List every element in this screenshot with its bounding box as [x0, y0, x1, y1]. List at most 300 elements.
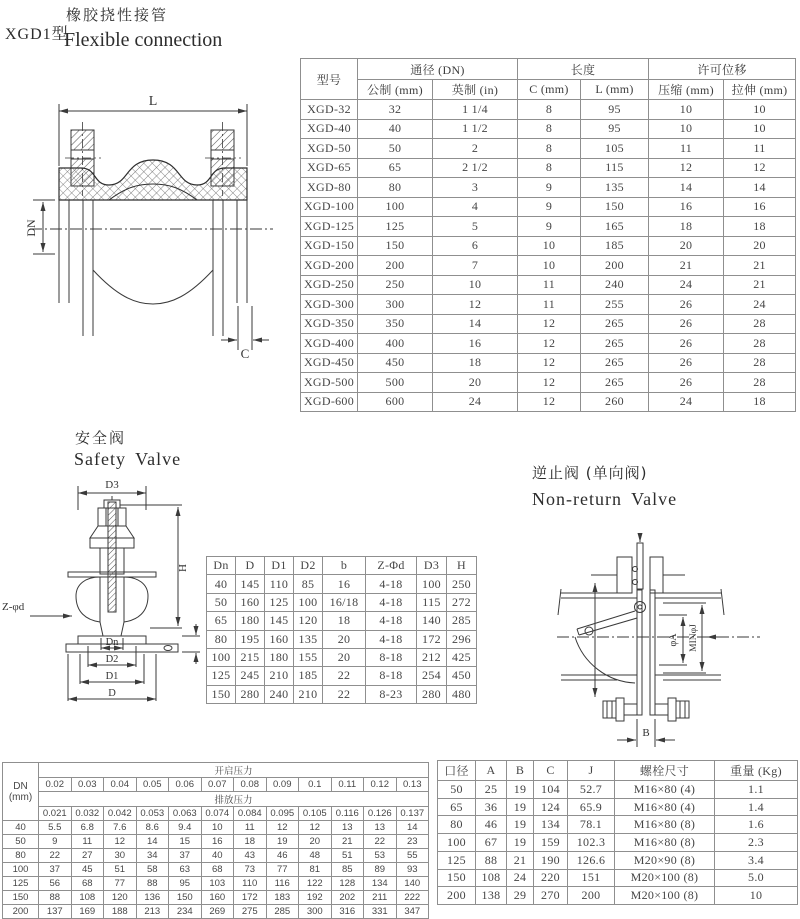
table-cell: 24 [507, 869, 534, 887]
table-subheader-row [301, 80, 796, 100]
table-row [301, 353, 796, 373]
table-cell: 200 [3, 905, 39, 919]
table-cell: 93 [396, 863, 429, 877]
table-cell: 5.5 [39, 821, 72, 835]
table-cell: 14 [649, 178, 724, 198]
valve-structure [557, 533, 760, 721]
table-cell: 269 [201, 905, 234, 919]
table-row [438, 816, 798, 834]
table-cell: 重量 (Kg) [715, 761, 798, 781]
table-cell: 100 [294, 593, 323, 611]
table-cell: 145 [265, 612, 294, 630]
table-cell: 265 [581, 373, 649, 393]
table-cell: 6.8 [71, 821, 104, 835]
table-cell: 331 [364, 905, 397, 919]
table-cell: 213 [136, 905, 169, 919]
flexible-connection-table [300, 58, 796, 412]
table-cell: M16×80 (8) [615, 816, 715, 834]
dim-label-d2: D2 [105, 654, 119, 665]
table-cell: XGD-200 [301, 256, 358, 276]
table-cell: 65 [358, 158, 433, 178]
table-cell: 56 [39, 877, 72, 891]
table-cell: 8-18 [366, 648, 417, 666]
table-cell: M16×80 (4) [615, 780, 715, 798]
table-cell: 185 [294, 667, 323, 685]
table-row [3, 849, 429, 863]
table-cell: 37 [169, 849, 202, 863]
table-row [301, 197, 796, 217]
col-header-dn [3, 763, 39, 821]
table-cell: 8 [518, 100, 581, 120]
table-cell: 11 [724, 139, 796, 159]
table-cell: 169 [71, 905, 104, 919]
table-cell: 22 [364, 835, 397, 849]
table-cell: 250 [447, 575, 477, 593]
table-cell: M20×100 (8) [615, 887, 715, 905]
table-cell: 50 [3, 835, 39, 849]
table-cell: 285 [266, 905, 299, 919]
table-cell: 190 [534, 851, 568, 869]
table-cell: 12 [433, 295, 518, 315]
table-cell: 4-18 [366, 593, 417, 611]
table-cell: XGD-125 [301, 217, 358, 237]
table-cell: 9 [518, 197, 581, 217]
table-cell: M20×90 (8) [615, 851, 715, 869]
table-cell: 26 [649, 334, 724, 354]
table-cell: 265 [581, 334, 649, 354]
table-cell: D [236, 557, 265, 575]
valve-body [66, 496, 178, 652]
table-cell: 400 [358, 334, 433, 354]
table-cell: 120 [294, 612, 323, 630]
col-header-l: L (mm) [581, 80, 649, 100]
table-cell: 24 [649, 392, 724, 412]
table-cell: 95 [581, 100, 649, 120]
table-header-row [301, 59, 796, 80]
table-cell: 88 [39, 891, 72, 905]
table-cell: 12 [299, 821, 332, 835]
table-cell: 172 [234, 891, 267, 905]
table-cell: 136 [136, 891, 169, 905]
table-cell: 265 [581, 314, 649, 334]
table-cell: 口径 [438, 761, 476, 781]
table-cell: 11 [71, 835, 104, 849]
table-cell: 151 [568, 869, 615, 887]
table-cell: 8 [518, 158, 581, 178]
table-cell: 192 [299, 891, 332, 905]
table-cell: 40 [207, 575, 236, 593]
table-cell: 300 [358, 295, 433, 315]
table-cell: 115 [417, 593, 447, 611]
table-row [301, 295, 796, 315]
col-group-length: 长度 [518, 59, 649, 80]
table-cell: 100 [417, 575, 447, 593]
table-cell: 425 [447, 648, 477, 666]
table-cell: 183 [266, 891, 299, 905]
table-cell: 50 [438, 780, 476, 798]
table-row [3, 821, 429, 835]
table-cell: XGD-300 [301, 295, 358, 315]
table-cell: 122 [299, 877, 332, 891]
table-cell: 55 [396, 849, 429, 863]
flexible-connection-drawing [25, 78, 300, 408]
table-cell: 88 [136, 877, 169, 891]
table-cell: 0.09 [266, 778, 299, 792]
table-cell: 150 [169, 891, 202, 905]
table-cell: 200 [568, 887, 615, 905]
dim-label-b: B [642, 727, 650, 739]
table-cell: 21 [331, 835, 364, 849]
table-cell: 12 [724, 158, 796, 178]
table-cell: 4-18 [366, 575, 417, 593]
table-cell: 77 [266, 863, 299, 877]
table-row [301, 314, 796, 334]
table-cell: XGD-400 [301, 334, 358, 354]
table-cell: 89 [364, 863, 397, 877]
table-cell: 9 [518, 178, 581, 198]
table-cell: 1.4 [715, 798, 798, 816]
table-row [438, 834, 798, 852]
table-row [207, 575, 477, 593]
table-cell: 81 [299, 863, 332, 877]
table-cell: 140 [417, 612, 447, 630]
table-cell: 275 [234, 905, 267, 919]
table-cell: 150 [3, 891, 39, 905]
table-cell: 0.13 [396, 778, 429, 792]
table-cell: 150 [358, 236, 433, 256]
table-row [207, 685, 477, 703]
table-cell: 13 [331, 821, 364, 835]
table-cell: 4 [433, 197, 518, 217]
table-cell: 110 [234, 877, 267, 891]
table-cell: XGD-100 [301, 197, 358, 217]
table-cell: 40 [3, 821, 39, 835]
table-cell: 20 [649, 236, 724, 256]
table-cell: 125 [3, 877, 39, 891]
table-header-row [438, 761, 798, 781]
opening-pressure-label: 开启压力 [39, 763, 429, 778]
table-cell: 37 [39, 863, 72, 877]
nonreturn-valve-title-english: Non-return Valve [532, 489, 678, 509]
table-cell: 3 [433, 178, 518, 198]
table-cell: 100 [3, 863, 39, 877]
table-cell: 68 [71, 877, 104, 891]
table-cell: 2.3 [715, 834, 798, 852]
table-cell: 19 [507, 816, 534, 834]
dimension-h [120, 505, 182, 628]
table-cell: 19 [507, 834, 534, 852]
col-group-dn: 通径 (DN) [358, 59, 518, 80]
table-cell: 100 [207, 648, 236, 666]
table-cell: 73 [234, 863, 267, 877]
table-cell: 316 [331, 905, 364, 919]
table-cell: 350 [358, 314, 433, 334]
table-cell: 40 [201, 849, 234, 863]
table-cell: 160 [265, 630, 294, 648]
table-cell: 347 [396, 905, 429, 919]
table-cell: 125 [358, 217, 433, 237]
page-title-english: Flexible connection [64, 29, 223, 51]
table-cell: 26 [649, 314, 724, 334]
table-cell: 103 [201, 877, 234, 891]
dn-unit: (mm) [8, 791, 33, 803]
table-cell: 30 [104, 849, 137, 863]
table-cell: 250 [358, 275, 433, 295]
table-cell: XGD-65 [301, 158, 358, 178]
table-cell: 65 [207, 612, 236, 630]
table-cell: 29 [507, 887, 534, 905]
table-cell: 1.6 [715, 816, 798, 834]
table-cell: 0.08 [234, 778, 267, 792]
col-group-displacement: 许可位移 [649, 59, 796, 80]
table-cell: A [476, 761, 507, 781]
table-cell: 10 [518, 236, 581, 256]
table-cell: 16 [649, 197, 724, 217]
table-cell: 296 [447, 630, 477, 648]
table-row [301, 236, 796, 256]
table-row [438, 798, 798, 816]
table-cell: 34 [136, 849, 169, 863]
table-cell: XGD-40 [301, 119, 358, 139]
table-cell: 52.7 [568, 780, 615, 798]
table-cell: 108 [71, 891, 104, 905]
table-row [3, 863, 429, 877]
table-cell: 11 [518, 275, 581, 295]
table-row [301, 373, 796, 393]
table-cell: 6 [433, 236, 518, 256]
table-cell: 24 [724, 295, 796, 315]
table-cell: 46 [476, 816, 507, 834]
table-cell: 0.03 [71, 778, 104, 792]
table-cell: 165 [581, 217, 649, 237]
table-cell: 272 [447, 593, 477, 611]
safety-valve-table [206, 556, 477, 704]
table-cell: 0.042 [104, 807, 137, 821]
table-row [207, 630, 477, 648]
table-cell: 18 [323, 612, 366, 630]
table-row [3, 877, 429, 891]
table-cell: 0.02 [39, 778, 72, 792]
table-cell: 80 [438, 816, 476, 834]
table-cell: Dn [207, 557, 236, 575]
table-cell: 95 [581, 119, 649, 139]
table-cell: 280 [417, 685, 447, 703]
table-cell: 16 [724, 197, 796, 217]
table-cell: 9 [39, 835, 72, 849]
table-cell: 21 [724, 275, 796, 295]
table-cell: 12 [518, 314, 581, 334]
col-header-c: C (mm) [518, 80, 581, 100]
table-cell: 26 [649, 373, 724, 393]
table-cell: D2 [294, 557, 323, 575]
table-cell: 5 [433, 217, 518, 237]
table-row [301, 119, 796, 139]
table-cell: 10 [201, 821, 234, 835]
table-row [3, 835, 429, 849]
table-row [3, 807, 429, 821]
table-cell: 16 [433, 334, 518, 354]
table-cell: J [568, 761, 615, 781]
table-cell: 7 [433, 256, 518, 276]
table-cell: 116 [266, 877, 299, 891]
nonreturn-valve-table [437, 760, 798, 905]
table-cell: 40 [358, 119, 433, 139]
table-cell: 0.032 [71, 807, 104, 821]
table-cell: 160 [201, 891, 234, 905]
table-cell: 18 [724, 217, 796, 237]
table-cell: 20 [433, 373, 518, 393]
table-cell: H [447, 557, 477, 575]
table-row [207, 612, 477, 630]
table-cell: 0.12 [364, 778, 397, 792]
table-cell: 0.116 [331, 807, 364, 821]
table-row [301, 334, 796, 354]
table-cell: 0.06 [169, 778, 202, 792]
table-row [438, 780, 798, 798]
table-cell: 210 [294, 685, 323, 703]
col-header-stretch: 拉伸 (mm) [724, 80, 796, 100]
table-cell: 10 [649, 100, 724, 120]
table-cell: 26 [649, 295, 724, 315]
table-cell: 24 [649, 275, 724, 295]
table-cell: 0.105 [299, 807, 332, 821]
table-cell: 14 [136, 835, 169, 849]
table-cell: 48 [299, 849, 332, 863]
table-cell: 10 [724, 100, 796, 120]
table-cell: 8.6 [136, 821, 169, 835]
table-cell: 9.4 [169, 821, 202, 835]
table-cell: 210 [265, 667, 294, 685]
table-cell: 270 [534, 887, 568, 905]
table-cell: 0.053 [136, 807, 169, 821]
table-cell: 0.021 [39, 807, 72, 821]
table-cell: 1.1 [715, 780, 798, 798]
table-cell: 600 [358, 392, 433, 412]
table-cell: 120 [104, 891, 137, 905]
table-cell: M16×80 (8) [615, 834, 715, 852]
table-cell: 12 [649, 158, 724, 178]
table-cell: 137 [39, 905, 72, 919]
table-cell: 21 [649, 256, 724, 276]
table-cell: 126.6 [568, 851, 615, 869]
table-cell: 9 [518, 217, 581, 237]
table-cell: 0.137 [396, 807, 429, 821]
table-cell: 19 [266, 835, 299, 849]
table-cell: 104 [534, 780, 568, 798]
table-cell: 500 [358, 373, 433, 393]
table-cell: 220 [534, 869, 568, 887]
table-cell: 12 [518, 392, 581, 412]
table-row [207, 667, 477, 685]
table-cell: 18 [649, 217, 724, 237]
table-cell: 24 [433, 392, 518, 412]
table-cell: 11 [234, 821, 267, 835]
table-cell: 10 [724, 119, 796, 139]
table-cell: 10 [433, 275, 518, 295]
table-cell: 180 [265, 648, 294, 666]
table-row [207, 648, 477, 666]
table-row [301, 275, 796, 295]
dim-label-zd: Z-φd [2, 601, 25, 613]
table-cell: 135 [294, 630, 323, 648]
table-cell: 22 [323, 667, 366, 685]
table-cell: 254 [417, 667, 447, 685]
table-cell: 18 [234, 835, 267, 849]
table-cell: 85 [294, 575, 323, 593]
table-cell: 0.1 [299, 778, 332, 792]
dim-label-dn: DN [24, 219, 38, 237]
table-cell: 180 [236, 612, 265, 630]
table-cell: B [507, 761, 534, 781]
table-row [438, 869, 798, 887]
table-cell: XGD-500 [301, 373, 358, 393]
table-cell: 138 [476, 887, 507, 905]
table-cell: XGD-80 [301, 178, 358, 198]
table-cell: 134 [534, 816, 568, 834]
table-cell: 7.6 [104, 821, 137, 835]
table-cell: 67 [476, 834, 507, 852]
dim-label-d1: D1 [105, 671, 119, 682]
table-cell: 28 [724, 373, 796, 393]
table-cell: M20×100 (8) [615, 869, 715, 887]
table-cell: 2 [433, 139, 518, 159]
table-cell: 200 [358, 256, 433, 276]
dim-label-l: L [148, 94, 158, 109]
table-cell: 80 [358, 178, 433, 198]
table-cell: 159 [534, 834, 568, 852]
table-cell: 58 [136, 863, 169, 877]
table-cell: 32 [358, 100, 433, 120]
table-cell: M16×80 (4) [615, 798, 715, 816]
table-cell: 285 [447, 612, 477, 630]
table-cell: 28 [724, 353, 796, 373]
table-cell: 12 [266, 821, 299, 835]
dim-label-min-phi-j: MINφJ [689, 624, 699, 652]
table-cell: 88 [476, 851, 507, 869]
table-cell: 450 [358, 353, 433, 373]
table-cell: 28 [724, 314, 796, 334]
col-header-compress: 压缩 (mm) [649, 80, 724, 100]
table-cell: 5.0 [715, 869, 798, 887]
table-cell: 16 [323, 575, 366, 593]
table-cell: 172 [417, 630, 447, 648]
dn-label: DN [13, 780, 28, 792]
table-cell: D3 [417, 557, 447, 575]
table-cell: 68 [201, 863, 234, 877]
table-cell: XGD-250 [301, 275, 358, 295]
model-type-label: XGD1型 [5, 26, 69, 43]
table-cell: 16 [201, 835, 234, 849]
table-cell: 0.126 [364, 807, 397, 821]
table-cell: 240 [581, 275, 649, 295]
col-header-imperial: 英制 (in) [433, 80, 518, 100]
table-cell: 18 [724, 392, 796, 412]
table-cell: 265 [581, 353, 649, 373]
table-cell: 0.095 [266, 807, 299, 821]
table-cell: 110 [265, 575, 294, 593]
table-cell: 300 [299, 905, 332, 919]
table-cell: 160 [236, 593, 265, 611]
table-cell: 20 [323, 630, 366, 648]
safety-valve-title-chinese: 安全阀 [75, 429, 127, 447]
table-cell: 125 [438, 851, 476, 869]
table-row [438, 851, 798, 869]
table-cell: Z-Φd [366, 557, 417, 575]
table-row [301, 392, 796, 412]
table-cell: 20 [323, 648, 366, 666]
table-cell: 4-18 [366, 612, 417, 630]
table-cell: 124 [534, 798, 568, 816]
